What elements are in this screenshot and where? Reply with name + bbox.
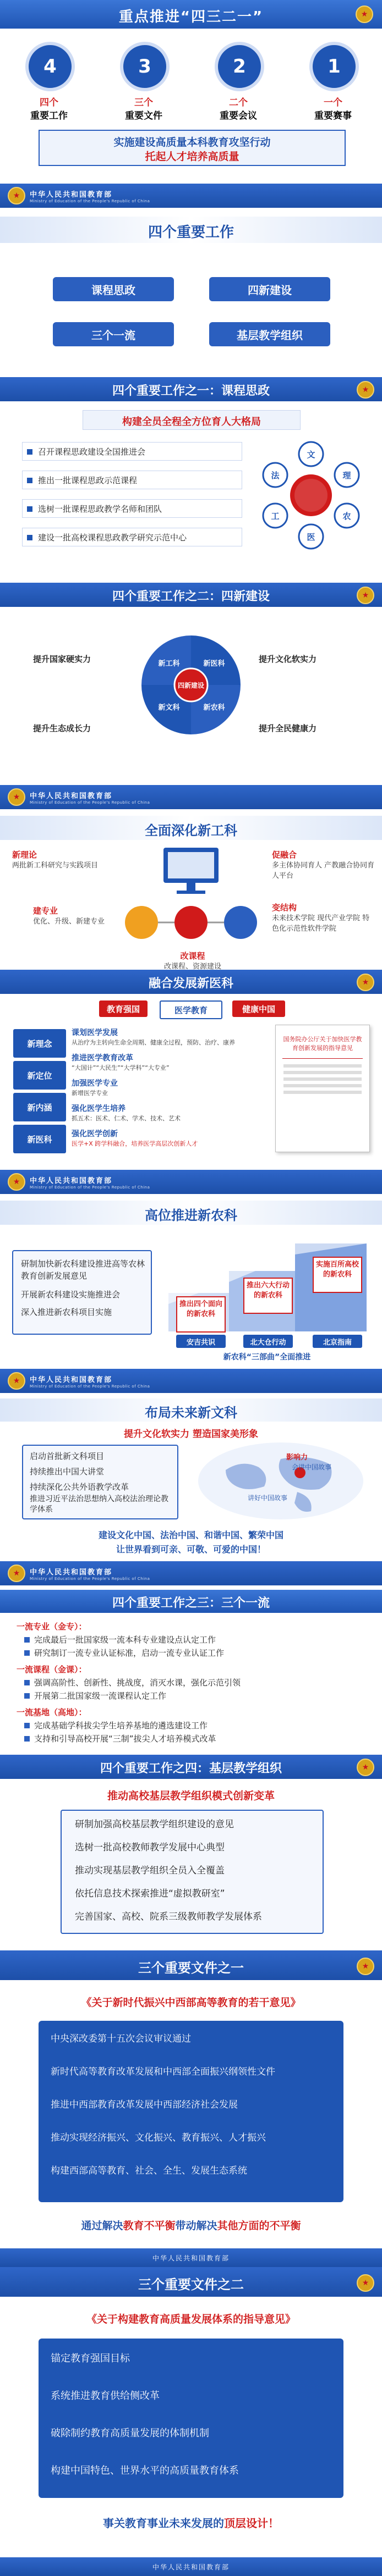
document-points: [39, 2339, 343, 2498]
ministry-band: [0, 1755, 382, 1779]
ministry-band: [0, 1950, 382, 1980]
concept-tag: 新医科: [13, 1125, 66, 1153]
list-item: 召开课程思政建设全国推进会: [22, 442, 242, 461]
emblem-icon: ★: [356, 5, 373, 23]
ministry-name: 中华人民共和国教育部: [30, 792, 113, 800]
list-item: 中央深改委第十五次会议审议通过: [51, 2033, 191, 2044]
list-item: 推动实现经济振兴、文化振兴、教育振兴、人才振兴: [51, 2132, 266, 2143]
list-item: 研制加快新农科建设推进高等农林教育创新发展意见: [21, 1259, 145, 1281]
emblem-icon: ★: [8, 187, 25, 204]
ministry-band: [0, 583, 382, 607]
slide-title: 全面深化新工科: [145, 823, 237, 838]
slide-title: 重点推进“四三二一”: [118, 9, 264, 25]
emblem-icon: ★: [357, 1958, 374, 1975]
ministry-band: [0, 1170, 382, 1194]
node-chain-icon: [122, 895, 260, 950]
policy-document: [275, 1025, 370, 1152]
theory-text: 两批新工科研究与实践项目: [12, 861, 99, 870]
slide-subtitle: 构建全员全程全方位育人大格局: [122, 416, 261, 428]
list-item: 推出一批课程思政示范课程: [22, 471, 242, 489]
discipline-ring: [253, 438, 369, 553]
number-circle: 4: [25, 42, 75, 91]
list-item: 构建中国特色、世界水平的高质量教育体系: [51, 2465, 239, 2477]
number-circle: 2: [215, 42, 264, 91]
course-heading: 改课程: [180, 951, 205, 961]
map-label: 会讲中国故事: [292, 1463, 332, 1471]
ring-label: 农: [342, 511, 351, 521]
slide-document-one: [0, 1950, 382, 2267]
slide-document-two: [0, 2267, 382, 2576]
reform-text: 多主体协同育人 产教融合协同育人平台: [272, 861, 375, 880]
section-heading: 一流课程（金课）：: [17, 1665, 87, 1674]
ministry-band: [0, 1369, 382, 1393]
emblem-icon: ★: [8, 1565, 25, 1582]
ministry-name-en: Ministry of Education of the People's Republic of China: [30, 198, 150, 203]
ministry-band: [0, 2267, 382, 2297]
slide-title: 四个重要工作: [148, 224, 234, 241]
slide-title: 融合发展新医科: [148, 977, 233, 991]
ministry-footer: [0, 2248, 382, 2267]
slide-four-new: [0, 583, 382, 785]
course-text: 改课程、资源建设: [163, 963, 221, 970]
side-label: 提升全民健康力: [259, 723, 317, 733]
item-label-top: 一个: [324, 97, 342, 108]
step-label: 安吉共识: [176, 1335, 226, 1348]
number-circle: 1: [309, 42, 359, 91]
emblem-icon: ★: [8, 1372, 25, 1390]
build-heading: 建专业: [33, 906, 58, 916]
list-item: 构建西部高等教育、社会、全生、发展生态系统: [51, 2165, 247, 2176]
section-heading: 一流专业（金专）：: [17, 1622, 87, 1632]
list-item: 完善国家、高校、院系三级教师教学发展体系: [75, 1911, 262, 1922]
emblem-icon: ★: [357, 974, 374, 991]
concept-tag: 新定位: [13, 1061, 66, 1090]
concept-tag: 新理念: [13, 1029, 66, 1058]
ministry-name: 中华人民共和国教育部: [30, 1568, 113, 1577]
banner-line-2: 托起人才培养高质量: [145, 151, 239, 163]
ministry-name: 中华人民共和国教育部: [152, 2254, 230, 2262]
step-label: 北大仓行动: [243, 1335, 293, 1348]
work-pill: 四新建设: [209, 277, 330, 301]
list-item: 系统推进教育供给侧改革: [51, 2390, 160, 2402]
ministry-name: 中华人民共和国教育部: [152, 2563, 230, 2571]
item-label-bottom: 重要文件: [125, 110, 162, 121]
list-item: 持续推出中国大讲堂: [30, 1467, 105, 1477]
work-pill: 三个一流: [53, 322, 174, 346]
section-heading: 一流基地（高地）：: [17, 1707, 87, 1717]
slide-title: 四个重要工作之一：课程思政: [112, 384, 270, 398]
slide-title: 四个重要工作之二：四新建设: [112, 590, 270, 604]
petal-label: 新农科: [203, 704, 225, 712]
structure-text: 未来技术学院 现代产业学院 特色化示范性软件学院: [272, 914, 370, 933]
slide-title: 四个重要工作之四：基层教学组织: [100, 1762, 282, 1776]
work-pill: 基层教学组织: [209, 322, 330, 346]
list-item: 推进习近平法治思想纳入高校法治理论教学体系: [30, 1495, 168, 1514]
liberal-arts-list: [22, 1445, 178, 1519]
side-label: 提升文化软实力: [259, 654, 317, 664]
list-item: 完成最后一批国家级一流本科专业建设点认定工作: [24, 1634, 382, 1645]
document-title: 国务院办公厅关于加快医学教育创新发展的指导意见: [283, 1036, 362, 1052]
ministry-band: [0, 970, 382, 994]
emblem-icon: ★: [357, 587, 374, 604]
list-item: 新时代高等教育改革发展和中西部全面振兴纲领性文件: [51, 2066, 275, 2077]
work-pill: 课程思政: [53, 277, 174, 301]
slide-new-engineering: [0, 785, 382, 970]
slide-title: 三个重要文件之二: [138, 2277, 244, 2292]
list-item: 启动首批新文科项目: [30, 1451, 105, 1461]
bottom-line-2: 让世界看到可亲、可敬、可爱的中国！: [116, 1544, 266, 1555]
ministry-name: 中华人民共和国教育部: [30, 1375, 113, 1384]
ministry-name: 中华人民共和国教育部: [30, 190, 113, 199]
list-item: 研究制订一流专业认证标准，启动一流专业认证工作: [24, 1647, 382, 1659]
document-title: 《关于新时代振兴中西部高等教育的若干意见》: [81, 1997, 301, 2009]
slide-title: 布局未来新文科: [145, 1405, 237, 1420]
step-box: 实施百所高校的新农科: [313, 1257, 362, 1293]
number-circle: 3: [120, 42, 170, 91]
slide-three-first-class: [0, 1561, 382, 1755]
emblem-icon: ★: [357, 1759, 374, 1776]
emblem-icon: ★: [357, 381, 374, 399]
map-label: 影响力: [286, 1453, 308, 1462]
list-item: 推动实现基层教学组织全员入全覆盖: [75, 1865, 225, 1876]
map-label: 讲好中国故事: [248, 1494, 288, 1502]
slide-course-ideology: [0, 377, 382, 583]
slide-teaching-org: [0, 1755, 382, 1950]
ring-label: 医: [307, 532, 315, 542]
ministry-name-en: Ministry of Education of the People's Republic of China: [30, 1576, 150, 1581]
ministry-name-en: Ministry of Education of the People's Republic of China: [30, 1185, 150, 1190]
ministry-band: [0, 184, 382, 208]
slide-title: 四个重要工作之三：三个一流: [112, 1596, 270, 1610]
mid-tag: 医学教育: [160, 1000, 222, 1019]
ring-label: 文: [307, 450, 315, 460]
org-list: [61, 1810, 324, 1934]
ministry-name-en: Ministry of Education of the People's Republic of China: [30, 1384, 150, 1389]
slide-title: 三个重要文件之一: [138, 1960, 244, 1976]
petal-label: 新工科: [158, 660, 180, 668]
concept-tag: 新内涵: [13, 1093, 66, 1121]
ministry-footer: [0, 2557, 382, 2576]
slide-subtitle: 提升文化软实力 塑造国家美形象: [124, 1429, 258, 1440]
document-points: [39, 2021, 343, 2202]
side-label: 提升生态成长力: [33, 723, 91, 733]
agri-list: [12, 1250, 152, 1335]
list-item: 建设一批高校课程思政教学研究示范中心: [22, 528, 242, 546]
structure-heading: 变结构: [272, 903, 297, 913]
reform-heading: 促融合: [272, 850, 297, 860]
petal-label: 新文科: [158, 704, 180, 712]
bottom-line-1: 建设文化中国、法治中国、和谐中国、繁荣中国: [98, 1530, 283, 1540]
list-item: 依托信息技术探索推进“虚拟教研室”: [75, 1888, 225, 1899]
slide-new-liberal-arts: [0, 1369, 382, 1561]
ring-label: 理: [342, 471, 351, 480]
list-item: 选树一批高校教师教学发展中心典型: [75, 1842, 225, 1853]
title-band: [0, 0, 382, 29]
conclusion-line: 事关教育事业未来发展的顶层设计！: [103, 2517, 279, 2530]
banner-line-1: 实施建设高质量本科教育攻坚行动: [113, 136, 271, 148]
step-label: 北京指南: [313, 1335, 362, 1348]
ministry-band: [0, 1561, 382, 1585]
list-item: 强调高阶性、创新性、挑战度，消灭水课，强化示范引领: [24, 1677, 382, 1688]
list-item: 支持和引导高校开展“三制”拔尖人才培养模式改革: [24, 1733, 382, 1744]
trilogy-note: 新农科“三部曲”全面推进: [223, 1353, 311, 1362]
slide-key-points: [0, 0, 382, 184]
center-label: 四新建设: [177, 682, 205, 689]
ministry-band: [0, 377, 382, 401]
slide-new-agriculture: [0, 1170, 382, 1369]
list-item: 选树一批课程思政教学名师和团队: [22, 499, 242, 518]
monitor-icon: [158, 844, 224, 899]
banner-box: [39, 130, 346, 166]
item-label-top: 二个: [229, 97, 248, 108]
item-label-bottom: 重要工作: [30, 110, 68, 121]
item-label-bottom: 重要赛事: [314, 110, 352, 121]
list-item: 推进中西部教育改革发展中西部经济社会发展: [51, 2099, 238, 2110]
item-label-top: 四个: [40, 97, 58, 108]
conclusion-line: 通过解决教育不平衡带动解决其他方面的不平衡: [81, 2220, 301, 2232]
theory-heading: 新理论: [12, 850, 37, 860]
build-text: 优化、升级、新建专业: [33, 917, 105, 926]
list-item: 完成基础学科拔尖学生培养基地的遴选建设工作: [24, 1720, 382, 1731]
ring-label: 工: [271, 511, 280, 521]
list-item: 锚定教育强国目标: [51, 2353, 130, 2364]
document-title: 《关于构建教育高质量发展体系的指导意见》: [86, 2313, 296, 2325]
health-tag: 健康中国: [232, 1000, 285, 1017]
step-box: 推出四个面向的新农科: [176, 1296, 226, 1333]
list-item: 研制加强高校基层教学组织建设的意见: [75, 1819, 234, 1830]
slide-title: 高位推进新农科: [145, 1208, 237, 1223]
slide-subtitle: 推动高校基层教学组织模式创新变革: [107, 1790, 275, 1802]
item-label-top: 三个: [134, 97, 153, 108]
world-map-graphic: [193, 1437, 369, 1525]
list-item: 持续深化公共外语教学改革: [30, 1482, 129, 1492]
ministry-name: 中华人民共和国教育部: [30, 1176, 113, 1185]
list-item: 开展新农科建设实施推进会: [21, 1290, 121, 1300]
emblem-icon: ★: [357, 2274, 374, 2292]
list-item: 深入推进新农科项目实施: [21, 1307, 112, 1317]
slide-four-works: [0, 184, 382, 377]
step-box: 推出六大行动的新农科: [243, 1278, 293, 1314]
ministry-band: [0, 785, 382, 809]
petal-label: 新医科: [203, 660, 225, 668]
emblem-icon: ★: [8, 1173, 25, 1191]
item-label-bottom: 重要会议: [220, 110, 257, 121]
ring-label: 法: [271, 471, 280, 480]
four-new-diagram: [136, 619, 246, 751]
list-item: 破除制约教育高质量发展的体制机制: [51, 2428, 209, 2439]
side-label: 提升国家硬实力: [33, 654, 91, 664]
list-item: 开展第二批国家级一流课程认定工作: [24, 1690, 382, 1701]
strong-tag: 教育强国: [99, 1000, 148, 1017]
emblem-icon: ★: [8, 788, 25, 806]
ministry-name-en: Ministry of Education of the People's Republic of China: [30, 800, 150, 805]
slide-new-medicine: 融合发展新医科 ★ 教育强国 医学教育 健康中国 新理念 新定位 新内涵 新医科 课划医学发展 从治疗为主转向生命全周期、健康全过程，预防、治疗、康养 推进医学教育改革 “大国计”“大民生”“大学科”“大专业” 加强医学专业 新增医学专业 强化医学生培养 抓五术：医术、仁术、学术、技术、艺术 强化医学创新 医学+X 跨学科融合，培养医学高层次创新人才 国务院办公厅关于加快医学教育创新发展的指导意见: [0, 970, 382, 1170]
